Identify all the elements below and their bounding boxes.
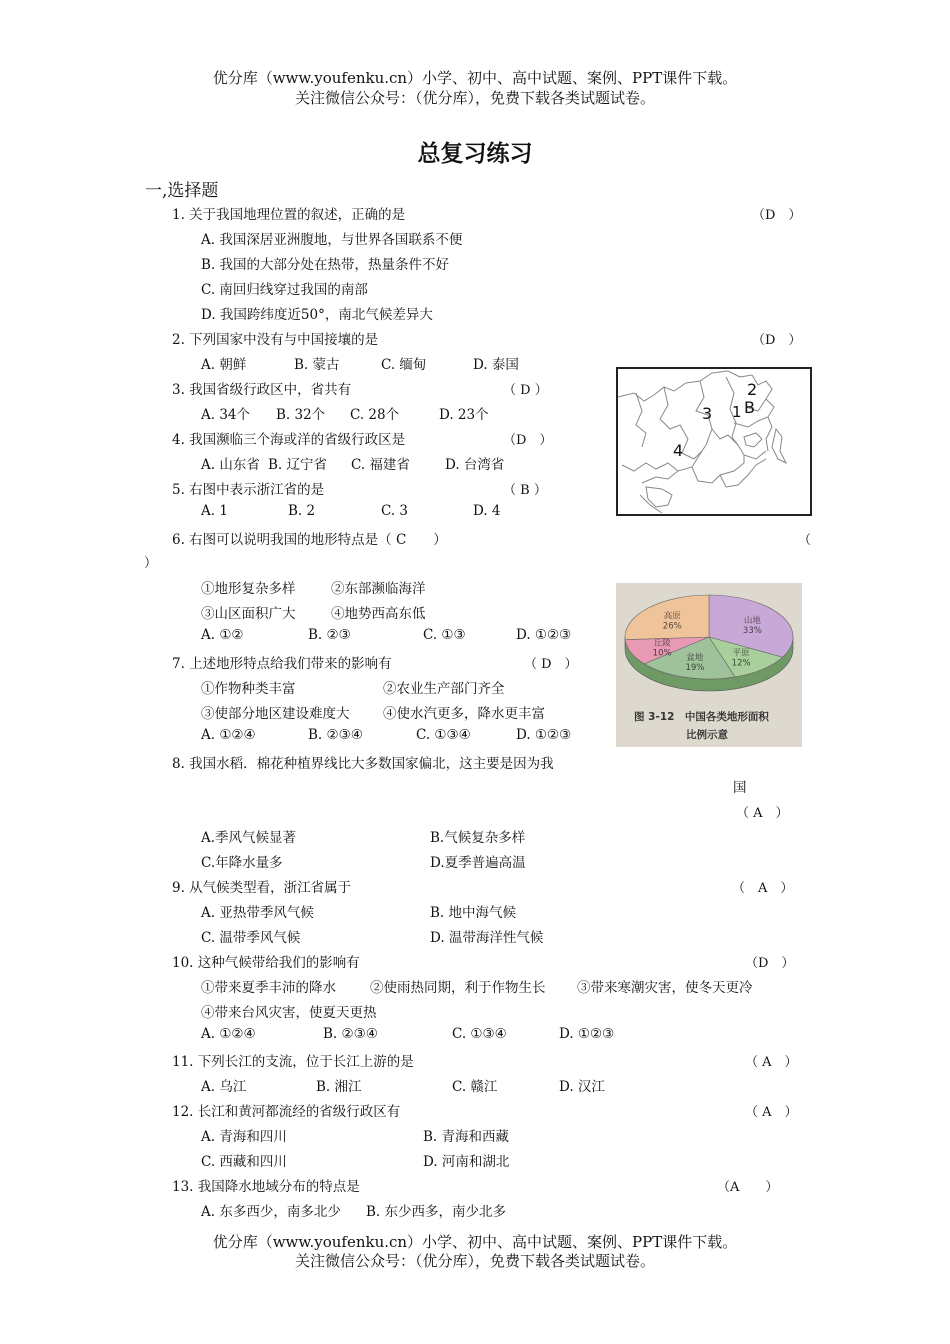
header-line-2: 关注微信公众号：（优分库），免费下载各类试题试卷。: [294, 89, 655, 107]
q12-answer: （ A ）: [745, 1105, 798, 1120]
q11-option-b: B. 湘江: [316, 1079, 362, 1095]
q12-option-d: D. 河南和湖北: [423, 1154, 510, 1170]
pie-caption-line-1: 图 3-12 中国各类地形面积: [634, 711, 769, 723]
q2-option-d: D. 泰国: [473, 357, 519, 373]
q8-option-b: B.气候复杂多样: [430, 830, 526, 846]
q5-option-c: C. 3: [381, 503, 409, 519]
q2-option-b: B. 蒙古: [294, 357, 340, 373]
q13-stem: 13. 我国降水地域分布的特点是: [172, 1179, 360, 1195]
q10-option-a: A. ①②④: [201, 1026, 256, 1042]
q1-option-a: A. 我国深居亚洲腹地，与世界各国联系不便: [201, 232, 463, 248]
q9-option-b: B. 地中海气候: [430, 905, 517, 921]
pie-label-category-3: 丘陵: [653, 638, 671, 649]
q12-option-b: B. 青海和西藏: [423, 1129, 510, 1145]
q10-statement-3: ③带来寒潮灾害，使冬天更冷: [577, 980, 753, 996]
pie-label-value-4: 26%: [662, 621, 682, 632]
pie-label-value-3: 10%: [652, 648, 672, 659]
q10-statement-4: ④带来台风灾害，使夏天更热: [201, 1005, 377, 1021]
q6-option-c: C. ①③: [423, 627, 466, 643]
pie-label-category-4: 高原: [663, 611, 681, 622]
q4-option-c: C. 福建省: [351, 457, 410, 473]
q7-option-c: C. ①③④: [416, 727, 471, 743]
q4-option-d: D. 台湾省: [445, 457, 505, 473]
q2-option-c: C. 缅甸: [381, 357, 427, 373]
q10-option-c: C. ①③④: [452, 1026, 507, 1042]
pie-label-value-2: 19%: [685, 663, 705, 674]
pie-label-category-0: 山地: [743, 616, 761, 627]
q1-stem: 1. 关于我国地理位置的叙述，正确的是: [172, 207, 406, 223]
province-map-figure: [616, 367, 812, 516]
q8-stem: 8. 我国水稻．棉花种植界线比大多数国家偏北，这主要是因为我: [172, 756, 554, 772]
q9-option-c: C. 温带季风气候: [201, 930, 301, 946]
q3-option-d: D. 23个: [439, 407, 489, 423]
pie-chart: [625, 595, 793, 691]
q7-statement-3: ③使部分地区建设难度大: [201, 706, 350, 722]
q6-option-b: B. ②③: [308, 627, 351, 643]
map-label-2: 2: [747, 380, 758, 399]
q5-option-b: B. 2: [288, 503, 316, 519]
q12-stem: 12. 长江和黄河都流经的省级行政区有: [172, 1104, 401, 1120]
q7-option-b: B. ②③④: [308, 727, 363, 743]
q1-answer: （D ）: [752, 208, 802, 223]
map-label-3: 3: [702, 404, 713, 423]
q5-option-d: D. 4: [473, 503, 501, 519]
q4-stem: 4. 我国濒临三个海或洋的省级行政区是: [172, 432, 406, 448]
q9-stem: 9. 从气候类型看，浙江省属于: [172, 880, 352, 896]
header-line-1: 优分库（www.youfenku.cn）小学、初中、高中试题、案例、PPT课件下载。: [212, 69, 738, 87]
page-title: 总复习练习: [417, 141, 533, 167]
q2-answer: （D ）: [752, 333, 802, 348]
q6-statement-1: ①地形复杂多样: [201, 581, 296, 597]
q6-paren-open: （: [798, 533, 812, 548]
pie-label-category-1: 平原: [732, 648, 750, 659]
q10-stem: 10. 这种气候带给我们的影响有: [172, 955, 360, 971]
q12-option-a: A. 青海和四川: [201, 1129, 287, 1145]
q5-answer: （ B ）: [503, 483, 547, 498]
pie-label-value-0: 33%: [742, 626, 762, 637]
q12-option-c: C. 西藏和四川: [201, 1154, 287, 1170]
map-label-b: B: [744, 398, 755, 417]
q6-option-d: D. ①②③: [516, 627, 572, 643]
q13-answer: （A ）: [717, 1180, 779, 1195]
q7-statement-1: ①作物种类丰富: [201, 681, 296, 697]
section-heading: 一,选择题: [145, 181, 219, 201]
q13-option-b: B. 东少西多，南少北多: [366, 1204, 507, 1220]
pie-label-category-2: 盆地: [686, 653, 704, 664]
map-label-1: 1: [732, 403, 742, 421]
q11-option-c: C. 赣江: [452, 1079, 498, 1095]
q11-answer: （ A ）: [745, 1055, 798, 1070]
q3-option-a: A. 34个: [201, 407, 251, 423]
q6-paren-close: ）: [144, 556, 158, 571]
q1-option-c: C. 南回归线穿过我国的南部: [201, 282, 368, 298]
q8-option-a: A.季风气候显著: [201, 830, 297, 846]
q4-option-b: B. 辽宁省: [268, 457, 328, 473]
q6-statement-2: ②东部濒临海洋: [331, 581, 426, 597]
q6-statement-3: ③山区面积广大: [201, 606, 296, 622]
q7-stem: 7. 上述地形特点给我们带来的影响有: [172, 656, 392, 672]
q6-option-a: A. ①②: [201, 627, 244, 643]
q7-option-a: A. ①②④: [201, 727, 256, 743]
q6-statement-4: ④地势西高东低: [331, 606, 426, 622]
pie-label-value-1: 12%: [731, 658, 751, 669]
q7-statement-2: ②农业生产部门齐全: [383, 681, 505, 697]
q8-stem-continued: 国: [733, 780, 747, 796]
q3-stem: 3. 我国省级行政区中，省共有: [172, 382, 352, 398]
q5-stem: 5. 右图中表示浙江省的是: [172, 482, 325, 498]
q3-option-c: C. 28个: [350, 407, 400, 423]
q7-answer: （ D ）: [524, 657, 578, 672]
q10-option-b: B. ②③④: [323, 1026, 378, 1042]
terrain-pie-figure: [616, 583, 802, 747]
q6-stem: 6. 右图可以说明我国的地形特点是（ C ）: [172, 532, 447, 548]
q2-stem: 2. 下列国家中没有与中国接壤的是: [172, 332, 379, 348]
map-frame: [617, 368, 811, 515]
q1-option-b: B. 我国的大部分处在热带，热量条件不好: [201, 257, 450, 273]
q10-answer: （D ）: [745, 956, 795, 971]
q11-stem: 11. 下列长江的支流，位于长江上游的是: [172, 1054, 414, 1070]
footer-line-1: 优分库（www.youfenku.cn）小学、初中、高中试题、案例、PPT课件下载。: [212, 1233, 738, 1251]
q7-option-d: D. ①②③: [516, 727, 572, 743]
q2-option-a: A. 朝鲜: [201, 357, 247, 373]
q4-option-a: A. 山东省: [201, 457, 260, 473]
q7-statement-4: ④使水汽更多，降水更丰富: [383, 706, 545, 722]
q9-option-a: A. 亚热带季风气候: [201, 905, 314, 921]
q11-option-d: D. 汉江: [559, 1079, 605, 1095]
q1-option-d: D. 我国跨纬度近50°，南北气候差异大: [201, 307, 433, 323]
q13-option-a: A. 东多西少，南多北少: [201, 1204, 341, 1220]
q10-statement-2: ②使雨热同期，利于作物生长: [370, 980, 546, 996]
q10-option-d: D. ①②③: [559, 1026, 615, 1042]
q3-answer: （ D ）: [503, 383, 548, 398]
footer-line-2: 关注微信公众号：（优分库），免费下载各类试题试卷。: [294, 1252, 655, 1270]
q9-answer: （ A ）: [732, 881, 794, 896]
map-label-4: 4: [673, 441, 684, 460]
q8-option-d: D.夏季普遍高温: [430, 855, 526, 871]
q8-option-c: C.年降水量多: [201, 855, 283, 871]
pie-caption-line-2: 比例示意: [686, 729, 728, 741]
q3-option-b: B. 32个: [276, 407, 326, 423]
q10-statement-1: ①带来夏季丰沛的降水: [201, 980, 336, 996]
q9-option-d: D. 温带海洋性气候: [430, 930, 544, 946]
q5-option-a: A. 1: [201, 503, 228, 519]
q4-answer: （D ）: [503, 433, 553, 448]
q11-option-a: A. 乌江: [201, 1079, 247, 1095]
q8-answer: （ A ）: [736, 806, 789, 821]
